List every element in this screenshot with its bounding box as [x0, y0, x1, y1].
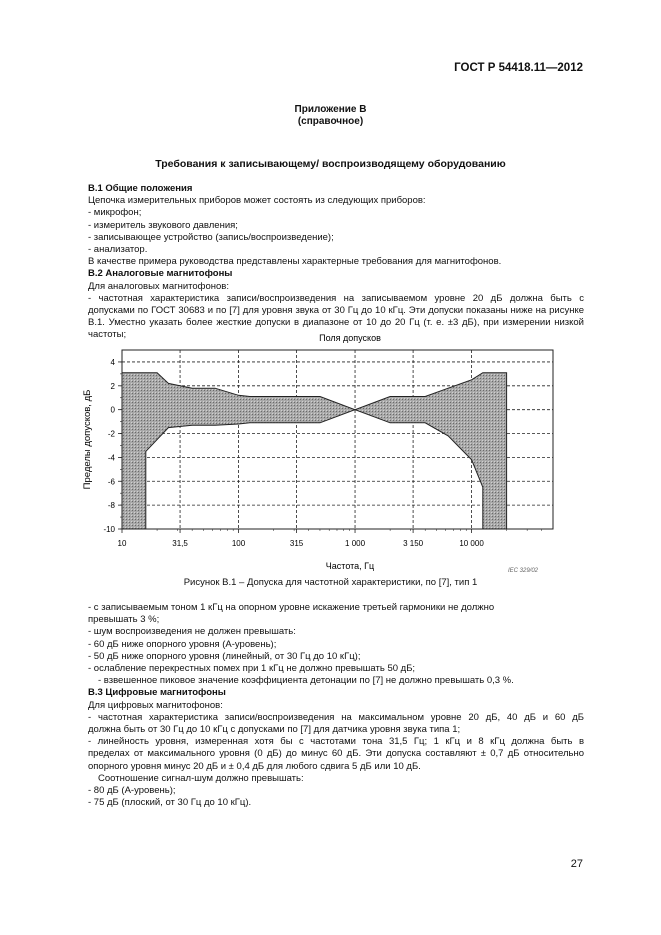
- b3-para1-line: должна быть от 30 Гц до 10 кГц с допусками по [7] для датчика уровня звука типа 1;: [88, 724, 461, 736]
- section-title: Требования к записывающему/ воспроизводящему оборудованию: [155, 158, 506, 170]
- b3-heading: В.3 Цифровые магнитофоны: [88, 687, 226, 699]
- list-item: - 75 дБ (плоский, от 30 Гц до 10 кГц).: [88, 797, 252, 809]
- figure-caption: Рисунок В.1 – Допуска для частотной характеристики, по [7], тип 1: [183, 577, 478, 588]
- list-item: превышать 3 %;: [88, 614, 160, 626]
- x-tick-label: 100: [231, 539, 246, 548]
- list-item: - анализатор.: [88, 244, 148, 256]
- y-tick-label: -10: [103, 525, 115, 534]
- annex-title: Приложение В: [294, 104, 367, 115]
- x-tick-label: 1 000: [345, 539, 366, 548]
- y-tick-label: 4: [110, 357, 115, 367]
- b2-para-line: частоты;: [88, 329, 127, 341]
- y-tick-label: -2: [107, 429, 115, 439]
- tolerance-chart: [60, 330, 580, 582]
- list-item: - записывающее устройство (запись/воспроизведение);: [88, 231, 334, 243]
- list-item: - взвешенное пиковое значение коэффициента детонации по [7] не должно превышать 0,3 %.: [98, 675, 514, 687]
- y-axis-label: Пределы допусков, дБ: [82, 389, 93, 490]
- b2-para-line: - частотная характеристика записи/воспроизведения на записываемом уровне 20 дБ должна быть с: [88, 292, 584, 304]
- list-item: - 60 дБ ниже опорного уровня (А-уровень);: [88, 638, 277, 650]
- x-tick-label: 3 150: [403, 539, 424, 548]
- b2-intro: Для аналоговых магнитофонов:: [88, 280, 229, 292]
- y-tick-label: 2: [110, 381, 115, 391]
- b3-para2-line: - линейность уровня, измеренная хотя бы с частотами тона 31,5 Гц; 1 кГц и 8 кГц должна быть в: [88, 736, 584, 748]
- b3-para1-line: - частотная характеристика записи/воспроизведения на максимальном уровне 20 дБ, 40 дБ и 60 дБ: [88, 711, 584, 723]
- chart-svg: [60, 330, 580, 582]
- x-tick-label: 10 000: [459, 539, 484, 548]
- y-tick-label: -4: [107, 453, 115, 463]
- list-item: - микрофон;: [88, 207, 142, 219]
- b2-para-line: допусками по ГОСТ 30683 и по [7] для уровня звука от 30 Гц до 10 кГц. Эти допуски показаны ниже на рисунке: [88, 305, 584, 317]
- list-item: - шум воспроизведения не должен превышать:: [88, 626, 296, 638]
- list-item: - 50 дБ ниже опорного уровня (линейный, от 30 Гц до 10 кГц);: [88, 650, 361, 662]
- b3-snr-intro: Соотношение сигнал-шум должно превышать:: [98, 772, 304, 784]
- annex-subtitle: (справочное): [297, 116, 364, 127]
- b1-note: В качестве примера руководства представлены характерные требования для магнитофонов.: [88, 256, 502, 268]
- y-tick-label: 0: [110, 405, 115, 415]
- section-b1: [88, 183, 584, 342]
- b3-intro: Для цифровых магнитофонов:: [88, 699, 223, 711]
- list-item: - 80 дБ (А-уровень);: [88, 785, 176, 797]
- b2-heading: В.2 Аналоговые магнитофоны: [88, 268, 233, 280]
- page-number: 27: [570, 858, 583, 870]
- figure-watermark: IEC 329/02: [508, 568, 539, 574]
- y-tick-label: -6: [107, 477, 115, 487]
- x-tick-label: 31,5: [172, 539, 188, 548]
- x-tick-label: 315: [289, 539, 304, 548]
- list-item: - измеритель звукового давления;: [88, 219, 238, 231]
- x-axis-label: Частота, Гц: [325, 561, 375, 571]
- annex-heading: [0, 104, 661, 128]
- list-item: - ослабление перекрестных помех при 1 кГц не должно превышать 50 дБ;: [88, 663, 416, 675]
- b1-heading: В.1 Общие положения: [88, 183, 193, 194]
- list-item: - с записываемым тоном 1 кГц на опорном уровне искажение третьей гармоники не должно: [88, 602, 495, 613]
- chart-title: Поля допусков: [319, 333, 381, 343]
- x-tick-label: 10: [117, 539, 127, 548]
- section-b2-continued: [88, 602, 584, 809]
- b1-intro: Цепочка измерительных приборов может состоять из следующих приборов:: [88, 195, 426, 207]
- b2-para-line: В.1. Уместно указать более жесткие допуски в диапазоне от 10 до 20 Гц (т. е. ±3 дБ), при измерении низкой: [88, 317, 584, 329]
- y-tick-label: -8: [107, 501, 115, 511]
- document-number: ГОСТ Р 54418.11—2012: [454, 62, 583, 74]
- b3-para2-line: пределах от максимального уровня (0 дБ) до минус 60 дБ. Эти допуска составляют ± 0,7 дБ относительно: [88, 748, 584, 760]
- b3-para2-line: опорного уровня минус 20 дБ и ± 0,4 дБ для любого сдвига 5 дБ или 10 дБ.: [88, 760, 421, 772]
